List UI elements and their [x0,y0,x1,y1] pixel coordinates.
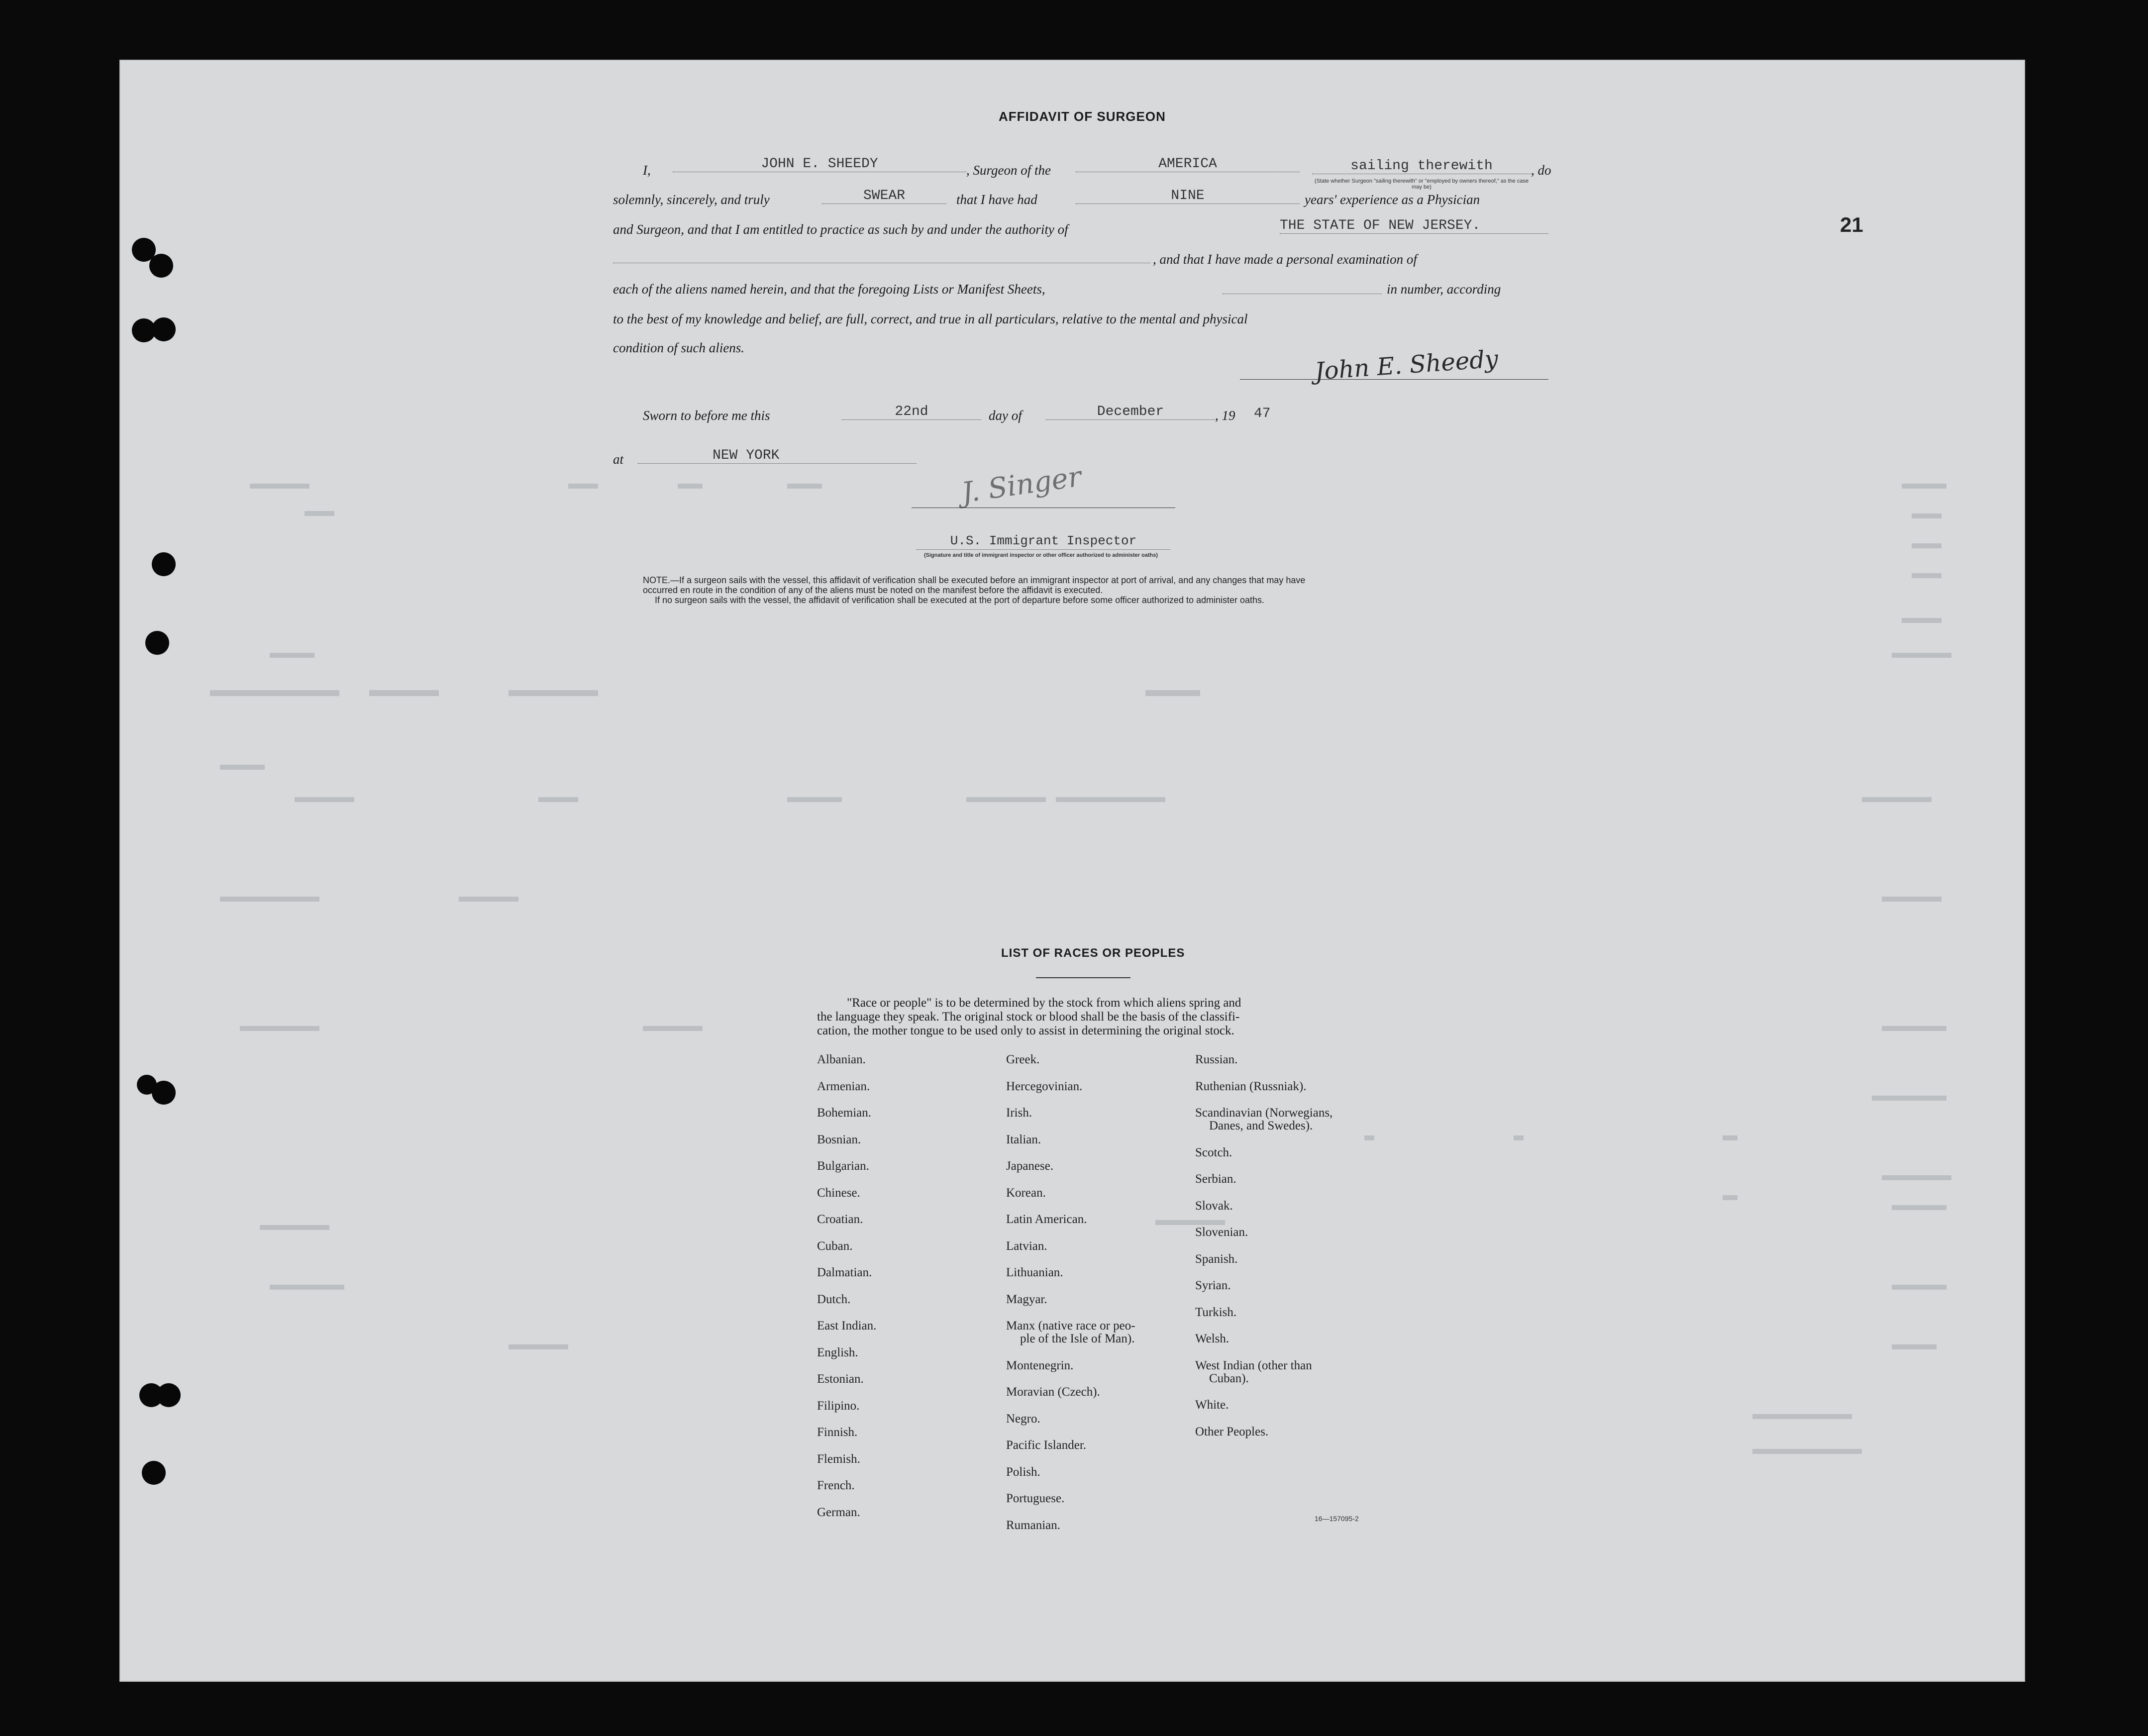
sworn-day: 22nd [842,404,981,420]
race-item: Portuguese. [1006,1492,1065,1505]
signature-line [1240,379,1548,380]
punch-hole [142,1461,166,1485]
race-item: East Indian. [817,1319,877,1332]
sworn-month: December [1046,404,1215,420]
day-label: day of [989,408,1022,423]
i-label: I, [643,163,651,178]
race-item: Russian. [1195,1053,1238,1066]
race-item: Scotch. [1195,1145,1232,1159]
race-item: Greek. [1006,1053,1040,1066]
note-lead: NOTE. [643,575,671,585]
surgeon-name-field: JOHN E. SHEEDY [673,156,966,172]
line3-prefix: and Surgeon, and that I am entitled to practice as such by and under the authority of [613,222,1068,237]
race-item: Cuban. [817,1239,853,1253]
race-item: Serbian. [1195,1172,1236,1186]
note-block [643,575,1688,605]
line5-prefix: each of the aliens named herein, and that the foregoing Lists or Manifest Sheets, [613,282,1045,297]
race-item: Pacific Islander. [1006,1438,1087,1452]
race-item: Latin American. [1006,1213,1087,1226]
at-label: at [613,452,624,467]
race-item: Japanese. [1006,1159,1054,1173]
punch-hole [152,552,176,576]
race-item: Syrian. [1195,1279,1231,1292]
race-item: Danes, and Swedes). [1209,1119,1313,1132]
races-title: LIST OF RACES OR PEOPLES [1001,946,1185,960]
race-item: Chinese. [817,1186,860,1200]
sworn-year: 47 [1254,406,1271,421]
oath-field: SWEAR [822,188,946,204]
line7: condition of such aliens. [613,340,744,355]
race-item: Moravian (Czech). [1006,1385,1100,1399]
punch-hole [152,1081,176,1105]
race-item: Irish. [1006,1106,1032,1120]
race-item: Latvian. [1006,1239,1047,1253]
race-item: Flemish. [817,1452,860,1466]
races-intro-2: the language they speak. The original stock or blood shall be the basis of the classifi- [817,1010,1240,1023]
sworn-prefix: Sworn to before me this [643,408,770,423]
do-label: , do [1531,163,1551,178]
race-item: Spanish. [1195,1252,1238,1266]
form-number: 16—157095-2 [1315,1515,1359,1523]
race-item: Italian. [1006,1132,1041,1146]
sailing-field: sailing therewith [1312,158,1531,174]
race-item: Filipino. [817,1399,860,1413]
race-item: French. [817,1479,855,1492]
inspector-title: U.S. Immigrant Inspector [950,533,1137,548]
races-column-1 [817,1053,876,1532]
races-title-rule [1036,977,1130,978]
race-item: Bosnian. [817,1132,861,1146]
race-item: Montenegrin. [1006,1358,1074,1372]
race-item: Ruthenian (Russniak). [1195,1079,1307,1093]
inspector-signature: J. Singer [959,460,1084,510]
races-intro-3: cation, the mother tongue to be used only to assist in determining the original stock. [817,1024,1234,1037]
race-item: Lithuanian. [1006,1266,1063,1279]
race-item: Albanian. [817,1053,866,1066]
place-field: NEW YORK [638,448,917,464]
race-item: Hercegovinian. [1006,1079,1083,1093]
race-item: Bohemian. [817,1106,872,1120]
document-page [119,60,2025,1682]
race-item: Turkish. [1195,1305,1237,1319]
race-item: Slovak. [1195,1199,1233,1213]
race-item: Slovenian. [1195,1225,1248,1239]
race-item: Manx (native race or peo- [1006,1319,1135,1332]
race-item: Scandinavian (Norwegians, [1195,1106,1333,1120]
line4: , and that I have made a personal examination of [1153,252,1417,267]
race-item: Bulgarian. [817,1159,869,1173]
race-item: West Indian (other than [1195,1358,1312,1372]
race-item: Rumanian. [1006,1518,1061,1532]
race-item: English. [817,1345,858,1359]
note-text-1: —If a surgeon sails with the vessel, this affidavit of verification shall be executed before an immigrant inspector at port of arrival, and any changes that may have [670,575,1306,585]
race-item: Dalmatian. [817,1266,872,1279]
sailing-note: (State whether Surgeon "sailing therewith" or "employed by owners thereof," as the case may be) [1314,178,1529,190]
line2-suffix: years' experience as a Physician [1305,192,1480,207]
line5-suffix: in number, according [1387,282,1501,297]
race-item: Croatian. [817,1213,863,1226]
race-item: Cuban). [1209,1371,1249,1385]
race-item: Polish. [1006,1465,1040,1479]
races-column-2 [1006,1053,1135,1545]
race-item: Magyar. [1006,1292,1047,1306]
races-intro [817,996,1241,1038]
punch-hole [145,631,169,655]
note-line-1 [643,575,1688,585]
inspector-title-line [917,549,1170,550]
race-item: Dutch. [817,1292,851,1306]
line2-prefix: solemnly, sincerely, and truly [613,192,770,207]
race-item: Estonian. [817,1372,864,1386]
race-item: ple of the Isle of Man). [1020,1332,1135,1345]
race-item: Finnish. [817,1426,858,1439]
note-line-2: occurred en route in the condition of any of the aliens must be noted on the manifest before the affidavit is executed. [643,585,1103,595]
race-item: Welsh. [1195,1332,1229,1345]
race-item: Negro. [1006,1412,1040,1426]
year-prefix: , 19 [1215,408,1235,423]
race-item: White. [1195,1398,1229,1412]
inspector-caption: (Signature and title of immigrant inspector or other officer authorized to administer oaths) [924,552,1158,558]
punch-hole [149,254,173,278]
note-line-3: If no surgeon sails with the vessel, the affidavit of verification shall be executed at the port of departure before some officer authorized to administer oaths. [655,595,1265,605]
race-item: Korean. [1006,1186,1046,1200]
punch-hole [157,1383,181,1407]
punch-hole [152,317,176,341]
surgeon-of-label: , Surgeon of the [966,163,1051,178]
line6: to the best of my knowledge and belief, are full, correct, and true in all particulars, relative to the mental and physical [613,311,1248,326]
race-item: Armenian. [817,1079,870,1093]
races-column-3 [1195,1053,1332,1452]
race-item: Other Peoples. [1195,1425,1269,1438]
race-item: German. [817,1505,860,1519]
affidavit-title: AFFIDAVIT OF SURGEON [999,109,1166,124]
races-intro-1: "Race or people" is to be determined by the stock from which aliens spring and [847,996,1241,1010]
line2-mid: that I have had [956,192,1037,207]
surgeon-signature: John E. Sheedy [1314,345,1499,386]
ship-name-field: AMERICA [1076,156,1300,172]
authority-field: THE STATE OF NEW JERSEY. [1280,218,1548,234]
years-field: NINE [1076,188,1300,204]
page-number: 21 [1840,213,1863,236]
